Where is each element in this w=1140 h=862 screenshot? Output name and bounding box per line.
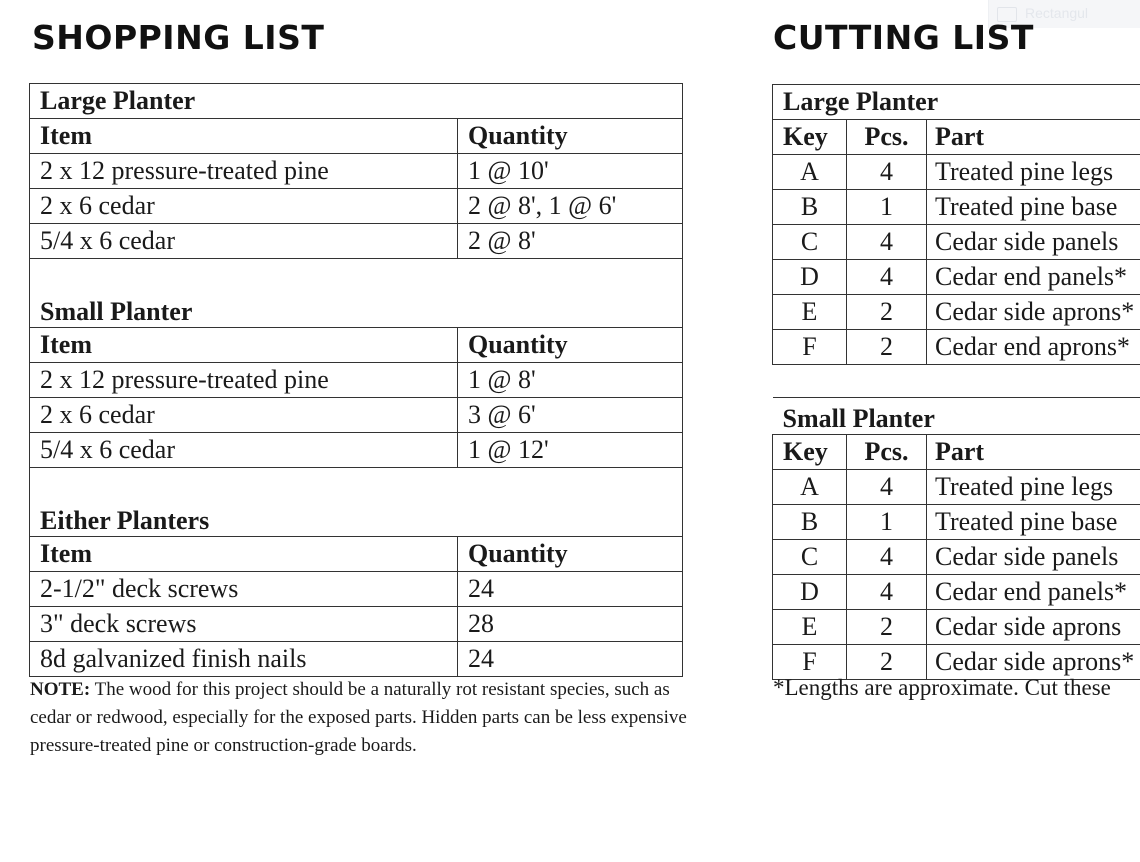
table-row xyxy=(30,642,683,677)
item-cell: 8d galvanized finish nails xyxy=(30,642,458,677)
quantity-cell: 28 xyxy=(458,607,683,642)
part-cell: Treated pine legs xyxy=(927,155,1140,190)
shopping-list-table xyxy=(29,83,683,677)
table-row xyxy=(30,224,683,259)
item-cell: 2 x 6 cedar xyxy=(30,189,458,224)
column-header-row xyxy=(773,120,1140,155)
table-row xyxy=(773,330,1140,365)
table-row xyxy=(773,575,1140,610)
column-header-item: Item xyxy=(30,537,458,572)
section-title: Small Planter xyxy=(30,291,683,328)
table-row xyxy=(30,433,683,468)
pieces-cell: 2 xyxy=(847,330,927,365)
key-cell: C xyxy=(773,225,847,260)
pieces-cell: 4 xyxy=(847,260,927,295)
pieces-cell: 2 xyxy=(847,295,927,330)
table-row xyxy=(773,295,1140,330)
pieces-cell: 4 xyxy=(847,155,927,190)
table-row xyxy=(30,189,683,224)
pieces-cell: 4 xyxy=(847,540,927,575)
key-cell: F xyxy=(773,330,847,365)
key-cell: A xyxy=(773,470,847,505)
key-cell: F xyxy=(773,645,847,680)
quantity-cell: 2 @ 8', 1 @ 6' xyxy=(458,189,683,224)
column-header-pieces: Pcs. xyxy=(847,435,927,470)
item-cell: 2-1/2" deck screws xyxy=(30,572,458,607)
part-cell: Cedar end aprons* xyxy=(927,330,1140,365)
spacer xyxy=(30,468,683,501)
part-cell: Treated pine base xyxy=(927,190,1140,225)
table-row xyxy=(773,155,1140,190)
column-header-row xyxy=(30,537,683,572)
note-label: NOTE: xyxy=(30,679,91,700)
column-header-quantity: Quantity xyxy=(458,119,683,154)
overlay-label: Rectangul xyxy=(1025,5,1089,21)
table-row xyxy=(30,607,683,642)
quantity-cell: 1 @ 8' xyxy=(458,363,683,398)
spacer-row xyxy=(30,468,683,501)
section-title: Large Planter xyxy=(773,85,1140,120)
column-header-quantity: Quantity xyxy=(458,328,683,363)
note-text: The wood for this project should be a naturally rot resistant species, such as cedar or redwood, especially for the exposed parts. Hidden parts can be less expensive pressure-treated pine or construction-grade boards. xyxy=(30,679,687,756)
key-cell: E xyxy=(773,610,847,645)
column-header-key: Key xyxy=(773,120,847,155)
shopping-list-title: SHOPPING LIST xyxy=(32,18,325,57)
pieces-cell: 1 xyxy=(847,505,927,540)
key-cell: C xyxy=(773,540,847,575)
column-header-part: Part xyxy=(927,120,1140,155)
section-header-row xyxy=(30,500,683,537)
part-cell: Cedar side aprons* xyxy=(927,645,1140,680)
column-header-pieces: Pcs. xyxy=(847,120,927,155)
column-header-row xyxy=(30,328,683,363)
pieces-cell: 2 xyxy=(847,610,927,645)
table-row xyxy=(773,610,1140,645)
column-header-part: Part xyxy=(927,435,1140,470)
key-cell: D xyxy=(773,260,847,295)
table-row xyxy=(30,154,683,189)
quantity-cell: 1 @ 10' xyxy=(458,154,683,189)
table-row xyxy=(30,363,683,398)
section-header-row xyxy=(773,398,1140,435)
cutting-list-title: CUTTING LIST xyxy=(773,18,1034,57)
spacer xyxy=(773,365,1140,398)
column-header-key: Key xyxy=(773,435,847,470)
quantity-cell: 1 @ 12' xyxy=(458,433,683,468)
spacer-row xyxy=(773,365,1140,398)
section-title: Small Planter xyxy=(773,398,1140,435)
spacer xyxy=(30,259,683,292)
pieces-cell: 4 xyxy=(847,470,927,505)
quantity-cell: 24 xyxy=(458,642,683,677)
pieces-cell: 4 xyxy=(847,225,927,260)
item-cell: 2 x 6 cedar xyxy=(30,398,458,433)
table-row xyxy=(773,505,1140,540)
cutting-list-table xyxy=(772,84,1140,680)
part-cell: Cedar end panels* xyxy=(927,260,1140,295)
section-title: Large Planter xyxy=(30,84,683,119)
part-cell: Cedar end panels* xyxy=(927,575,1140,610)
part-cell: Cedar side panels xyxy=(927,540,1140,575)
quantity-cell: 3 @ 6' xyxy=(458,398,683,433)
pieces-cell: 4 xyxy=(847,575,927,610)
part-cell: Cedar side panels xyxy=(927,225,1140,260)
quantity-cell: 24 xyxy=(458,572,683,607)
shopping-note xyxy=(30,676,690,760)
part-cell: Cedar side aprons xyxy=(927,610,1140,645)
table-row xyxy=(30,572,683,607)
cutting-footnote: *Lengths are approximate. Cut these xyxy=(773,675,1111,700)
column-header-row xyxy=(30,119,683,154)
key-cell: D xyxy=(773,575,847,610)
section-header-row xyxy=(30,291,683,328)
key-cell: A xyxy=(773,155,847,190)
key-cell: B xyxy=(773,190,847,225)
pieces-cell: 2 xyxy=(847,645,927,680)
part-cell: Treated pine legs xyxy=(927,470,1140,505)
table-row xyxy=(30,398,683,433)
item-cell: 2 x 12 pressure-treated pine xyxy=(30,363,458,398)
column-header-item: Item xyxy=(30,328,458,363)
item-cell: 5/4 x 6 cedar xyxy=(30,224,458,259)
pieces-cell: 1 xyxy=(847,190,927,225)
table-row xyxy=(773,260,1140,295)
column-header-row xyxy=(773,435,1140,470)
part-cell: Cedar side aprons* xyxy=(927,295,1140,330)
table-row xyxy=(773,470,1140,505)
section-header-row xyxy=(773,85,1140,120)
key-cell: E xyxy=(773,295,847,330)
part-cell: Treated pine base xyxy=(927,505,1140,540)
table-row xyxy=(773,540,1140,575)
item-cell: 2 x 12 pressure-treated pine xyxy=(30,154,458,189)
spacer-row xyxy=(30,259,683,292)
table-row xyxy=(773,190,1140,225)
quantity-cell: 2 @ 8' xyxy=(458,224,683,259)
section-header-row xyxy=(30,84,683,119)
column-header-quantity: Quantity xyxy=(458,537,683,572)
item-cell: 3" deck screws xyxy=(30,607,458,642)
column-header-item: Item xyxy=(30,119,458,154)
section-title: Either Planters xyxy=(30,500,683,537)
key-cell: B xyxy=(773,505,847,540)
item-cell: 5/4 x 6 cedar xyxy=(30,433,458,468)
table-row xyxy=(773,225,1140,260)
